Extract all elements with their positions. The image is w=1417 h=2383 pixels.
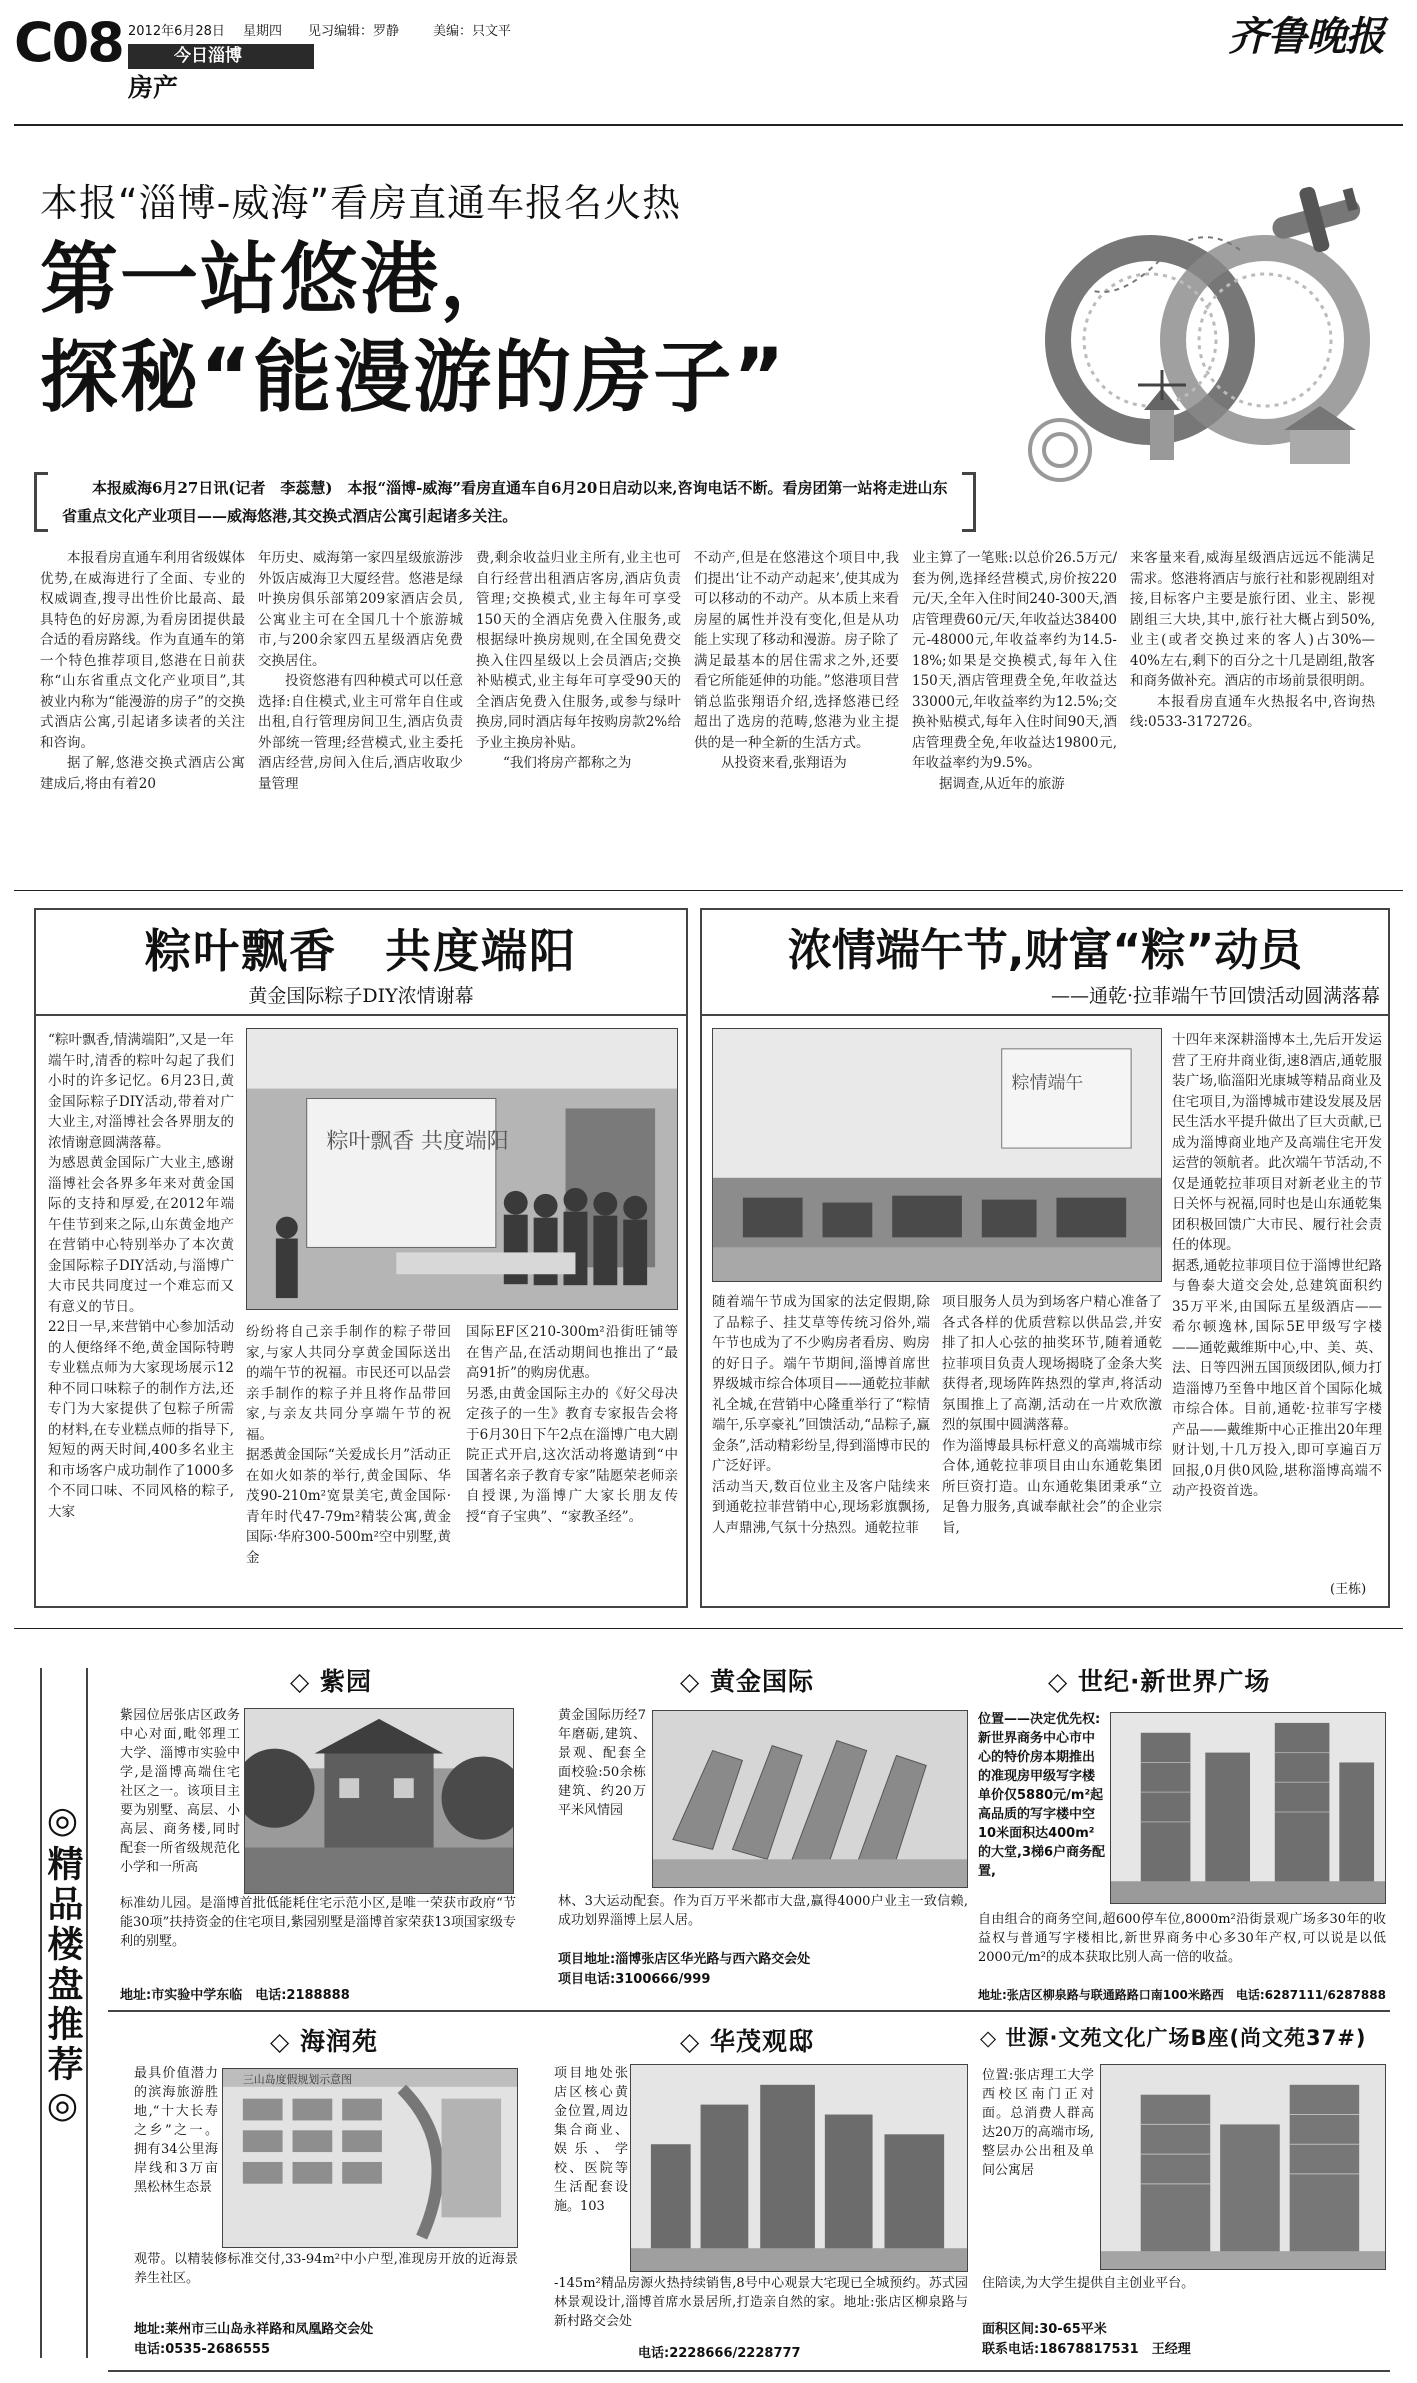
page-code: C08 bbox=[14, 11, 123, 74]
lead-headline-1: 第一站悠港， bbox=[40, 235, 521, 325]
property-shiyuan-area: 面积区间:30-65平米 bbox=[982, 2322, 1107, 2337]
property-hairun-title: ◇ 海润苑 bbox=[270, 2027, 378, 2056]
article-left-col1: “粽叶飘香,情满端阳”,又是一年端午时,清香的粽叶勾起了我们小时的许多记忆。6月23日,黄金国际粽子DIY活动,带着对广大业主,对淄博社会各界朋友的浓情谢意圆满落幕。 为感恩黄金国际广大业主,感谢淄博社会各界多年来对黄金国际的支持和厚爱,在2012年端午佳节到来之际,山东黄金地产在营销中心特别举办了本次黄金国际粽子DIY活动,与淄博广大市民共同度过一个难忘而又有意义的节日。 22日一早,来营销中心参加活动的人便络绎不绝,黄金国际特聘专业糕点师为大家现场展示12种不同口味粽子的制作方法,还专门为大家提供了包粽子所需的材料,在专业糕点师的指导下,短短的两天时间,400多名业主和市场客户成功制作了1000多个不同口味、不同风格的粽子,大家 bbox=[48, 1032, 234, 1520]
lead-column-5 bbox=[912, 548, 1117, 888]
art-editor: 美编：只文平 bbox=[433, 24, 512, 39]
lead-column-2 bbox=[258, 548, 463, 888]
property-hairun-photo bbox=[222, 2068, 518, 2248]
article-left-subtitle: 黄金国际粽子DIY浓情谢幕 bbox=[248, 985, 474, 1007]
property-xinshijie-text-cont: 自由组合的商务空间,超600停车位,8000m²沿街景观广场多30年的收益权与普通写字楼相比,新世界商务中心多30年产权,可以说是以低2000元/m²的成本获取比别人高一倍的收益。 bbox=[978, 1912, 1386, 1965]
issue-date: 2012年6月28日 bbox=[128, 24, 225, 39]
property-hairun-address: 地址:莱州市三山岛永祥路和凤凰路交会处 bbox=[134, 2322, 374, 2337]
issue-weekday: 星期四 bbox=[243, 24, 283, 39]
lead-intro-bracket bbox=[34, 472, 48, 532]
lead-paragraph: 业主算了一笔账:以总价26.5万元/套为例,选择经营模式,房价按220元/天,全年入住时间240-300天,酒店管理费60元/天,年收益达38400元-48000元,年收益率约为14.5-18%;如果是交换模式,每年入住150天,酒店管理费全免,年收益达33000元,年收益率约为12.5%;交换补贴模式,每年入住时间90天,酒店管理费全免,年收益达19800元,年收益率约为9.5%。 bbox=[912, 550, 1117, 771]
lead-column-6 bbox=[1130, 548, 1375, 888]
lead-kicker: 本报“淄博-威海”看房直通车报名火热 bbox=[40, 181, 682, 225]
article-left-title: 粽叶飘香 共度端阳 bbox=[145, 924, 577, 978]
recommend-label: ◎精品楼盘推荐◎ bbox=[42, 1800, 83, 2130]
svg-text:粽情端午: 粽情端午 bbox=[1011, 1072, 1084, 1094]
article-left-col3: 国际EF区210-300m²沿街旺铺等在售产品,在活动期间也推出了“最高91折”的购房优惠。 另悉,由黄金国际主办的《好父母决定孩子的一生》教育专家报告会将于6月30日下午2点在淄博广电大剧院正式开启,这次活动将邀请到“中国著名亲子教育专家”陆愿荣老师亲自授课,为淄博广大家长朋友传授“育子宝典”、“家教圣经”。 bbox=[466, 1324, 678, 1525]
property-ziyuan-title: ◇ 紫园 bbox=[290, 1667, 372, 1696]
property-huamao-photo bbox=[630, 2064, 968, 2272]
article-right-byline: (王栋) bbox=[1330, 1582, 1367, 1597]
lead-paragraph: 据调查,从近年的旅游 bbox=[939, 775, 1065, 792]
lead-paragraph: 投资悠港有四种模式可以任意选择:自住模式,业主可常年自住或出租,自行管理房间卫生,酒店负责外部统一管理;经营模式,业主委托酒店经营,房间入住后,酒店收取少量管理 bbox=[258, 673, 463, 792]
zongzi-event-photo bbox=[246, 1028, 678, 1310]
section-tag: 今日淄博 bbox=[128, 44, 314, 69]
property-shiyuan-phone: 联系电话:18678817531 王经理 bbox=[982, 2342, 1191, 2357]
article-right-col-main: 十四年来深耕淄博本土,先后开发运营了王府井商业街,速8酒店,通乾服装广场,临淄阳光康城等精品商业及住宅项目,为淄博城市建设发展及居民生活水平提升做出了巨大贡献,已成为淄博商业地产及高端住宅开发运营的领航者。此次端午节活动,不仅是通乾拉菲项目对新老业主的节日关怀与祝福,同时也是山东通乾集团积极回馈广大市民、履行社会责任的体现。 据悉,通乾拉菲项目位于淄博世纪路与鲁泰大道交会处,总建筑面积约35万平米,由国际五星级酒店——希尔顿逸林,国际5E甲级写字楼——通乾戴维斯中心,中、美、英、法、日等四洲五国顶级团队,倾力打造淄博乃至鲁中地区首个国际化城市综合体。目前,通乾·拉菲写字楼产品——戴维斯中心正推出20年理财计划,十几万投入,即可享遍百万回报,0月供0风险,堪称淄博高端不动产投资首选。 bbox=[1172, 1032, 1382, 1499]
property-ziyuan-text-cont: 标准幼儿园。是淄博首批低能耗住宅示范小区,是唯一荣获市政府“节能30项”扶持资金的住宅项目,紫园别墅是淄博首家荣获13项国家级专利的别墅。 bbox=[120, 1896, 516, 1949]
property-xinshijie-contact: 地址:张店区柳泉路与联通路路口南100米路西 电话:6287111/6287888 bbox=[978, 1988, 1386, 2002]
property-hairun-text: 最具价值潜力的滨海旅游胜地,“十大长寿之乡”之一。拥有34公里海岸线和3万亩黑松林生态景 bbox=[134, 2066, 218, 2195]
section-name: 房产 bbox=[128, 73, 179, 102]
lead-intro: 本报威海6月27日讯(记者 李蕊慧) 本报“淄博-威海”看房直通车自6月20日启动以来,咨询电话不断。看房团第一站将走进山东省重点文化产业项目——威海悠港,其交换式酒店公寓引起诸多关注。 bbox=[62, 479, 948, 525]
property-ziyuan-text: 紫园位居张店区政务中心对面,毗邻理工大学、淄博市实验中学,是淄博高端住宅社区之一。该项目主要为别墅、高层、小高层、商务楼,同时配套一所省级规范化小学和一所高 bbox=[120, 1708, 240, 1875]
property-huamao-text: 项目地处张店区核心黄金位置,周边集合商业、娱乐、学校、医院等生活配套设施。103 bbox=[554, 2066, 628, 2214]
paper-logo: 齐鲁晚报 bbox=[1228, 13, 1384, 60]
lead-paragraph: “我们将房产都称之为 bbox=[503, 755, 632, 771]
property-huangjin-phone: 项目电话:3100666/999 bbox=[558, 1972, 711, 1987]
lead-paragraph: 本报看房直通车利用省级媒体优势,在威海进行了全面、专业的权威调查,搜寻出性价比最高、最具特色的好房源,为看房团提供最合适的看房路线。作为直通车的第一个特色推荐项目,悠港在日前获称“山东省重点文化产业项目”,其被业内称为“能漫游的房子”的交换式酒店公寓,引起诸多读者的关注和咨询。 bbox=[40, 550, 245, 751]
lead-paragraph: 费,剩余收益归业主所有,业主也可自行经营出租酒店客房,酒店负责管理;交换模式,业主每年可享受150天的全酒店免费入住服务,或根据绿叶换房规则,在全国免费交换入住四星级以上会员酒店;交换补贴模式,业主每年可享受90天的全酒店免费入住服务,或参与绿叶换房,同时酒店每年按购房款2%给予业主换房补贴。 bbox=[476, 550, 681, 751]
article-right-title: 浓情端午节,财富“粽”动员 bbox=[787, 925, 1303, 976]
property-xinshijie-title: ◇ 世纪·新世界广场 bbox=[1048, 1667, 1271, 1696]
property-xinshijie-photo bbox=[1110, 1712, 1386, 1904]
lead-column-1 bbox=[40, 548, 245, 888]
decorative-illustration bbox=[1000, 180, 1400, 500]
property-huangjin-text: 黄金国际历经7年磨砺,建筑、景观、配套全面校验:50余栋建筑、约20万平米风情园 bbox=[558, 1708, 646, 1818]
property-shiyuan-photo bbox=[1100, 2064, 1386, 2270]
lead-paragraph: 本报看房直通车火热报名中,咨询热线:0533-3172726。 bbox=[1130, 693, 1375, 730]
article-right-col-a: 随着端午节成为国家的法定假期,除了品粽子、挂艾草等传统习俗外,端午节也成为了不少购房者看房、购房的好日子。端午节期间,淄博首席世界级城市综合体项目——通乾拉菲献礼全城,在营销中心隆重举行了“粽情端午,乐享豪礼”回馈活动,“品粽子,赢金条”,活动精彩纷呈,得到淄博市民的广泛好评。 活动当天,数百位业主及客户陆续来到通乾拉菲营销中心,现场彩旗飘扬,人声鼎沸,气氛十分热烈。通乾拉菲 bbox=[712, 1294, 930, 1536]
property-xinshijie-text: 位置——决定优先权:新世界商务中心市中心的特价房本期推出的准现房甲级写字楼单价仅5880元/m²起高品质的写字楼中空10米面积达400m²的大堂,3梯6户商务配置, bbox=[978, 1712, 1106, 1879]
property-huamao-phone: 电话:2228666/2228777 bbox=[638, 2346, 801, 2361]
lead-paragraph: 不动产,但是在悠港这个项目中,我们提出‘让不动产动起来’,使其成为可以移动的不动产。从本质上来看房屋的属性并没有变化,但是从功能上实现了移动和漫游。房子除了满足最基本的居住需求之外,还要看它所能延伸的功能。”悠港项目营销总监张翔语介绍,选择悠港已经超出了选房的范畴,悠港为业主提供的是一种全新的生活方式。 bbox=[694, 550, 899, 751]
property-hairun-phone: 电话:0535-2686555 bbox=[134, 2342, 271, 2357]
lead-headline-2: 探秘“能漫游的房子” bbox=[40, 333, 787, 423]
lead-paragraph: 据了解,悠港交换式酒店公寓建成后,将由有着20 bbox=[40, 755, 245, 792]
property-huangjin-photo bbox=[652, 1710, 968, 1888]
intern-editor: 见习编辑：罗静 bbox=[308, 24, 400, 39]
property-shiyuan-text-cont: 住陪读,为大学生提供自主创业平台。 bbox=[982, 2276, 1195, 2291]
lead-intro-bracket-right bbox=[962, 472, 976, 532]
property-shiyuan-text: 位置:张店理工大学西校区南门正对面。总消费人群高达20万的高端市场,整层办公出租及单间公寓居 bbox=[982, 2068, 1094, 2178]
property-shiyuan-title: ◇ 世源·文苑文化广场B座(尚文苑37#) bbox=[980, 2026, 1367, 2050]
property-huamao-text-cont: -145m²精品房源火热持续销售,8号中心观景大宅现已全城预约。苏式园林景观设计,淄博首席水景居所,打造亲自然的家。地址:张店区柳泉路与新村路交会处 bbox=[554, 2276, 968, 2329]
article-left-col2: 纷纷将自己亲手制作的粽子带回家,与家人共同分享黄金国际送出的端午节的祝福。市民还可以品尝亲手制作的粽子并且将作品带回家,与亲友共同分享端午节的祝福。 据悉黄金国际“关爱成长月”活动正在如火如荼的举行,黄金国际、华茂90-210m²宽景美宅,黄金国际·青年时代47-79m²精装公寓,黄金国际·华府300-500m²空中别墅,黄金 bbox=[246, 1324, 451, 1566]
property-ziyuan-contact: 地址:市实验中学东临 电话:2188888 bbox=[120, 1988, 350, 2003]
lead-paragraph: 来客量来看,威海星级酒店远远不能满足需求。悠港将酒店与旅行社和影视剧组对接,目标客户主要是旅行团、业主、影视剧组三大块,其中,旅行社大概占到50%,业主(或者交换过来的客人)占30%—40%左右,剩下的百分之十几是剧组,散客和商务做补充。酒店的市场前景很明朗。 bbox=[1130, 550, 1375, 689]
lead-column-3 bbox=[476, 548, 681, 888]
duanwu-event-photo bbox=[712, 1028, 1162, 1282]
property-huangjin-address: 项目地址:淄博张店区华光路与西六路交会处 bbox=[558, 1952, 811, 1967]
article-right-col-b: 项目服务人员为到场客户精心准备了各式各样的优质营粽以供品尝,并安排了扣人心弦的抽奖环节,随着通乾拉菲项目负责人现场揭晓了金条大奖获得者,现场阵阵热烈的掌声,将活动氛围推上了高潮,活动在一片欢欣激烈的氛围中圆满落幕。 作为淄博最具标杆意义的高端城市综合体,通乾拉菲项目由山东通乾集团所巨资打造。山东通乾集团秉承“立足鲁力服务,真诚奉献社会”的企业宗旨, bbox=[942, 1294, 1162, 1536]
lead-column-4 bbox=[694, 548, 899, 888]
article-right-subtitle: ——通乾·拉菲端午节回馈活动圆满落幕 bbox=[1050, 985, 1380, 1007]
lead-paragraph: 年历史、威海第一家四星级旅游涉外饭店威海卫大厦经营。悠港是绿叶换房俱乐部第209家酒店会员,公寓业主可在全国几十个旅游城市,与200余家四五星级酒店免费交换居住。 bbox=[258, 550, 463, 669]
property-huangjin-title: ◇ 黄金国际 bbox=[680, 1667, 814, 1696]
property-huangjin-text-cont: 林、3大运动配套。作为百万平米都市大盘,赢得4000户业主一致信赖,成功划界淄博上层人居。 bbox=[558, 1894, 968, 1928]
svg-text:粽叶飘香 共度端阳: 粽叶飘香 共度端阳 bbox=[326, 1129, 509, 1155]
property-huamao-title: ◇ 华茂观邸 bbox=[680, 2027, 814, 2056]
svg-text:三山岛度假规划示意图: 三山岛度假规划示意图 bbox=[242, 2072, 353, 2086]
lead-paragraph: 从投资来看,张翔语为 bbox=[721, 755, 847, 771]
property-ziyuan-photo bbox=[244, 1708, 514, 1894]
property-hairun-text-cont: 观带。以精装修标准交付,33-94m²中小户型,准现房开放的近海景养生社区。 bbox=[134, 2252, 518, 2286]
